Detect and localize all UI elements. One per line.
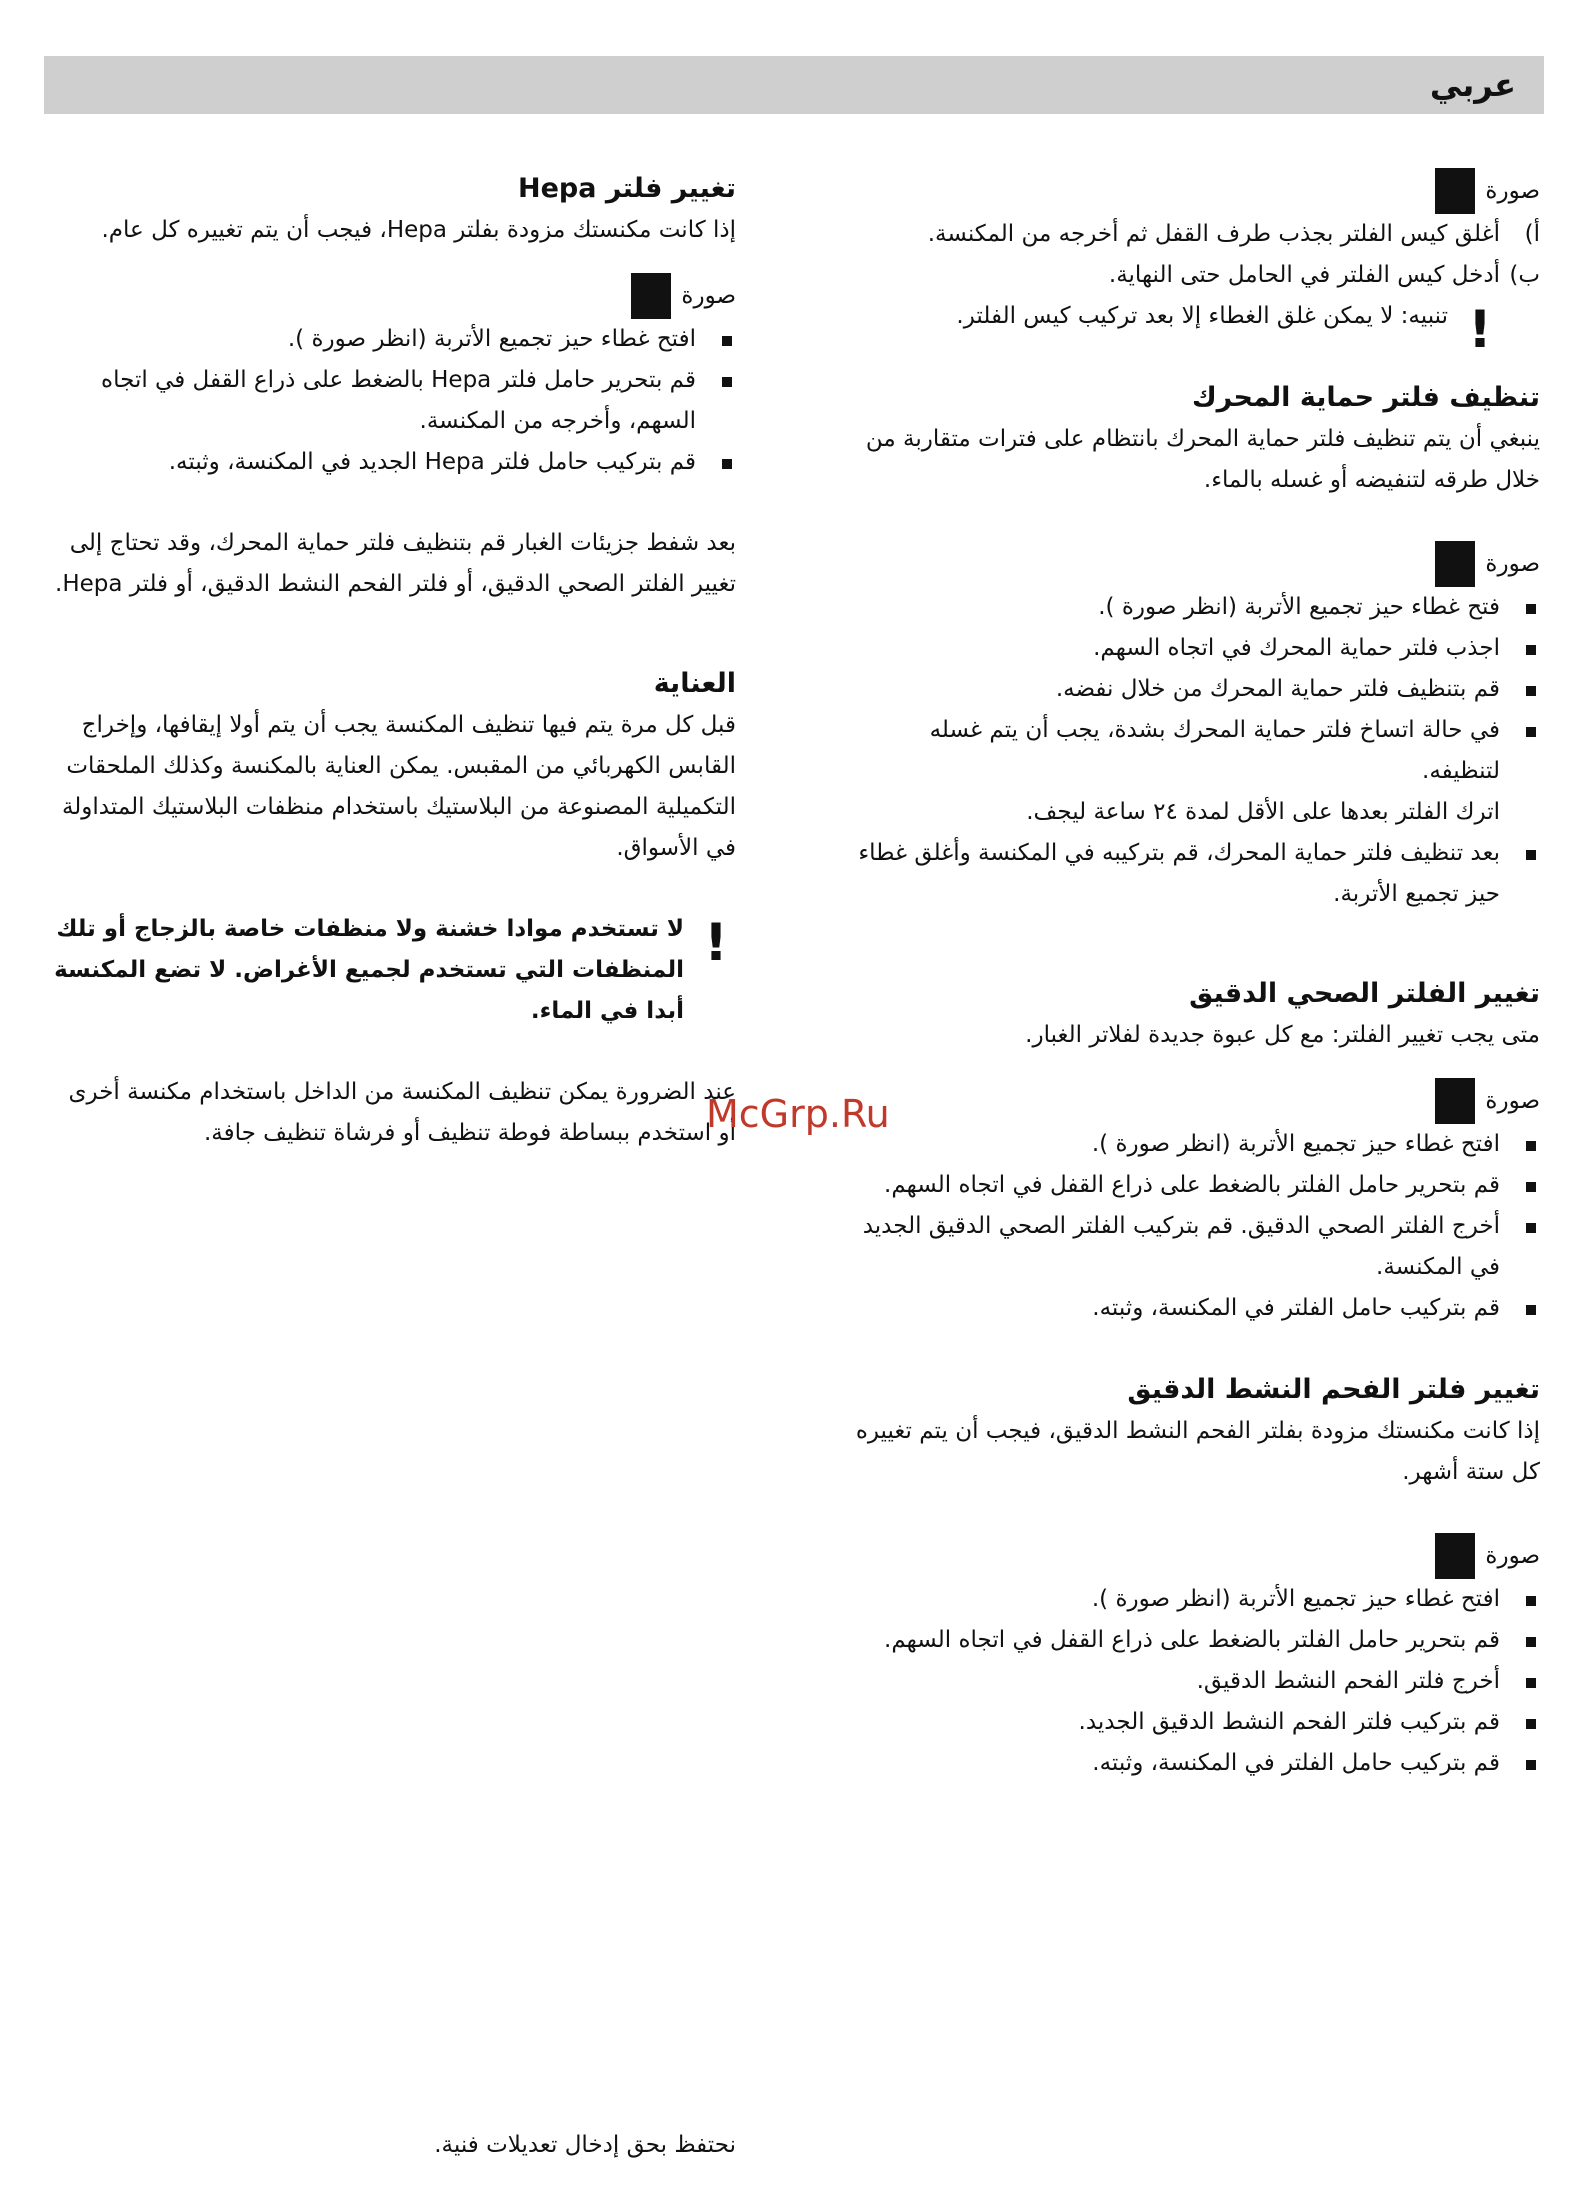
warning-icon: ! (704, 913, 728, 973)
list-item: قم بتحرير حامل فلتر Hepa بالضغط على ذراع القفل في اتجاه السهم، وأخرجه من المكنسة. (46, 360, 736, 442)
list-item: أخرج الفلتر الصحي الدقيق. قم بتركيب الفلتر الصحي الدقيق الجديد في المكنسة. (845, 1206, 1540, 1288)
step-marker: أ) (1524, 221, 1540, 247)
figure-ref (845, 168, 1540, 214)
care-warning (46, 909, 736, 1032)
right-column (845, 168, 1540, 1784)
list-item: قم بتنظيف فلتر حماية المحرك من خلال نفضه. (845, 669, 1540, 710)
list-item: قم بتركيب حامل الفلتر في المكنسة، وثبته. (845, 1288, 1540, 1329)
figure-ref (845, 1078, 1540, 1124)
carbon-filter-steps (845, 1579, 1540, 1784)
figure-label: صورة (1485, 550, 1540, 577)
figure-number-box (631, 273, 671, 319)
figure-number-box (1435, 541, 1475, 587)
care-inside-note: عند الضرورة يمكن تنظيف المكنسة من الداخل باستخدام مكنسة أخرى أو استخدم ببساطة فوطة تنظيف أو فرشاة تنظيف جافة. (68, 1079, 736, 1146)
footer-note: نحتفظ بحق إدخال تعديلات فنية. (434, 2132, 736, 2158)
step-text: أغلق كيس الفلتر بجذب طرف القفل ثم أخرجه من المكنسة. (927, 221, 1500, 247)
step-text: أدخل كيس الفلتر في الحامل حتى النهاية. (1108, 262, 1500, 288)
hepa-steps (46, 319, 736, 483)
list-item: قم بتركيب حامل فلتر Hepa الجديد في المكنسة، وثبته. (46, 442, 736, 483)
list-item: قم بتحرير حامل الفلتر بالضغط على ذراع القفل في اتجاه السهم. (845, 1620, 1540, 1661)
figure-ref (845, 1533, 1540, 1579)
hepa-intro: إذا كانت مكنستك مزودة بفلتر Hepa، فيجب أن يتم تغييره كل عام. (101, 217, 736, 243)
list-item: قم بتركيب فلتر الفحم النشط الدقيق الجديد. (845, 1702, 1540, 1743)
figure-number-box (1435, 1078, 1475, 1124)
care-title: العناية (653, 668, 736, 699)
figure-ref (46, 273, 736, 319)
list-item: افتح غطاء حيز تجميع الأتربة (انظر صورة ). (845, 1124, 1540, 1165)
list-item: في حالة اتساخ فلتر حماية المحرك بشدة، يجب أن يتم غسله لتنظيفه. (845, 710, 1540, 792)
watermark: McGrp.Ru (706, 1092, 890, 1136)
figure-number-box (1435, 168, 1475, 214)
motor-filter-intro: ينبغي أن يتم تنظيف فلتر حماية المحرك بانتظام على فترات متقاربة من خلال طرقه لتنفيضه أو غسله بالماء. (865, 426, 1540, 493)
hygiene-filter-title: تغيير الفلتر الصحي الدقيق (1189, 978, 1540, 1009)
figure-label: صورة (1485, 1542, 1540, 1569)
warning-text: لا تستخدم موادا خشنة ولا منظفات خاصة بالزجاج أو تلك المنظفات التي تستخدم لجميع الأغراض. لا تضع المكنسة أبدا في الماء. (54, 916, 684, 1024)
hepa-title: تغيير فلتر Hepa (517, 173, 736, 204)
left-column (46, 168, 736, 1154)
warning-text: تنبيه: لا يمكن غلق الغطاء إلا بعد تركيب كيس الفلتر. (956, 303, 1448, 329)
bag-step (845, 255, 1540, 296)
warning-icon: ! (1468, 300, 1492, 360)
list-item: قم بتركيب حامل الفلتر في المكنسة، وثبته. (845, 1743, 1540, 1784)
list-item: قم بتحرير حامل الفلتر بالضغط على ذراع القفل في اتجاه السهم. (845, 1165, 1540, 1206)
hygiene-filter-intro: متى يجب تغيير الفلتر: مع كل عبوة جديدة لفلاتر الغبار. (1025, 1022, 1540, 1048)
list-item: أخرج فلتر الفحم النشط الدقيق. (845, 1661, 1540, 1702)
step-marker: ب) (1509, 262, 1540, 288)
list-item: افتح غطاء حيز تجميع الأتربة (انظر صورة ). (46, 319, 736, 360)
list-item: اجذب فلتر حماية المحرك في اتجاه السهم. (845, 628, 1540, 669)
list-item: فتح غطاء حيز تجميع الأتربة (انظر صورة ). (845, 587, 1540, 628)
hygiene-filter-steps (845, 1124, 1540, 1329)
carbon-filter-intro: إذا كانت مكنستك مزودة بفلتر الفحم النشط الدقيق، فيجب أن يتم تغييره كل ستة أشهر. (855, 1418, 1540, 1485)
header-bar (44, 56, 1544, 114)
motor-filter-last-step (845, 833, 1540, 915)
hepa-note: بعد شفط جزيئات الغبار قم بتنظيف فلتر حماية المحرك، وقد تحتاج إلى تغيير الفلتر الصحي الدقيق، أو فلتر الفحم النشط الدقيق، أو فلتر Hepa. (55, 530, 736, 597)
bag-warning (845, 296, 1540, 360)
figure-label: صورة (1485, 1087, 1540, 1114)
care-intro: قبل كل مرة يتم فيها تنظيف المكنسة يجب أن يتم أولا إيقافها، وإخراج القابس الكهربائي من المقبس. يمكن العناية بالمكنسة وكذلك الملحقات التكميلية المصنوعة من البلاستيك باستخدام منظفات البلاستيك المتداولة في الأسواق. (61, 712, 736, 861)
list-item: افتح غطاء حيز تجميع الأتربة (انظر صورة ). (845, 1579, 1540, 1620)
bag-step (845, 214, 1540, 255)
language-label: عربي (1429, 66, 1516, 104)
list-item: بعد تنظيف فلتر حماية المحرك، قم بتركيبه في المكنسة وأغلق غطاء حيز تجميع الأتربة. (845, 833, 1540, 915)
figure-ref (845, 541, 1540, 587)
dry-note: اترك الفلتر بعدها على الأقل لمدة ٢٤ ساعة ليجف. (1026, 799, 1500, 825)
motor-filter-steps (845, 587, 1540, 792)
figure-label: صورة (1485, 177, 1540, 204)
motor-filter-title: تنظيف فلتر حماية المحرك (1191, 382, 1540, 413)
figure-number-box (1435, 1533, 1475, 1579)
carbon-filter-title: تغيير فلتر الفحم النشط الدقيق (1127, 1374, 1540, 1405)
figure-label: صورة (681, 282, 736, 309)
